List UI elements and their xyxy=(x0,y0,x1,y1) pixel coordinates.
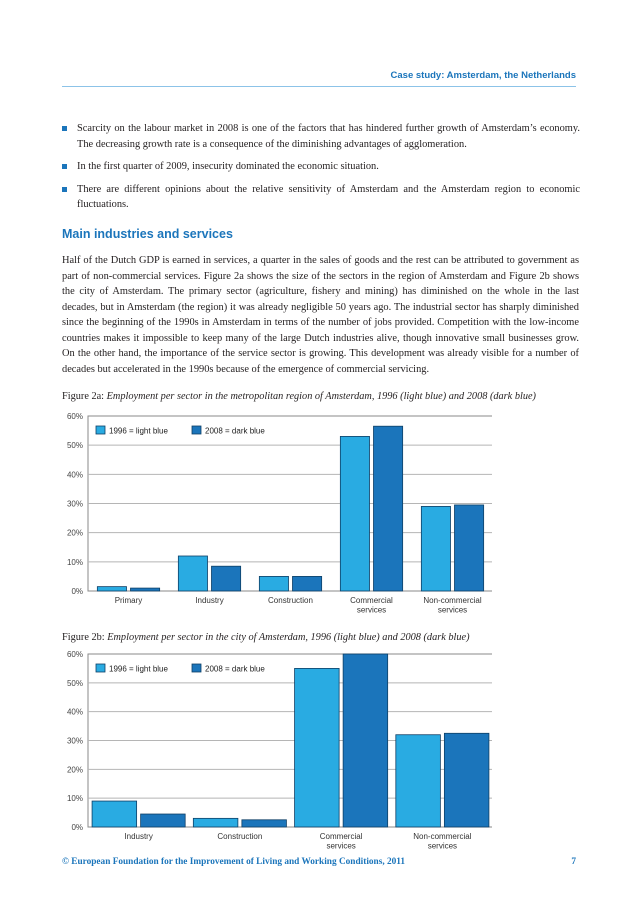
legend-label: 1996 = light blue xyxy=(109,426,168,436)
x-tick-label: services xyxy=(437,605,468,615)
y-tick-label: 20% xyxy=(66,765,83,775)
bar-2008 xyxy=(343,654,388,827)
x-tick-label: services xyxy=(356,605,387,615)
legend-label: 2008 = dark blue xyxy=(205,426,265,436)
x-tick-label: services xyxy=(427,841,458,851)
bar-2008 xyxy=(374,426,403,591)
header-rule xyxy=(62,86,576,87)
bar-2008 xyxy=(141,814,186,827)
x-tick-label: services xyxy=(326,841,356,851)
x-tick-label: Industry xyxy=(124,832,153,841)
page-footer xyxy=(62,857,576,867)
figure-2a-chart xyxy=(62,406,492,623)
x-tick-label: Non-commercial xyxy=(413,832,472,841)
figure-2a-caption xyxy=(62,391,536,402)
x-tick-label: Construction xyxy=(268,596,313,605)
y-tick-label: 40% xyxy=(66,707,83,717)
y-tick-label: 60% xyxy=(66,650,83,659)
legend-swatch xyxy=(96,426,105,434)
y-tick-label: 60% xyxy=(66,412,83,421)
page-number: 7 xyxy=(571,857,576,867)
chart-2a-svg xyxy=(62,406,492,618)
legend-label: 1996 = light blue xyxy=(109,664,168,674)
y-tick-label: 40% xyxy=(66,470,83,480)
figure-label: Figure 2a: xyxy=(62,391,105,402)
legend-swatch xyxy=(192,426,201,434)
x-tick-label: Non-commercial xyxy=(423,596,482,605)
x-tick-label: Commercial xyxy=(350,596,393,605)
figure-2b-chart xyxy=(62,647,492,858)
y-tick-label: 50% xyxy=(66,678,83,688)
body-paragraph: Half of the Dutch GDP is earned in services, a quarter in the sales of goods and the rest can be attributed to government as part of non-commercial services. Figure 2a shows the size of the sectors in the region of Amsterdam and Figure 2b shows the city of Amsterdam. The primary sector (agriculture, fishery and mining) has diminished on the whole in the last decades, but in Amsterdam (the region) it was already negligible 50 years ago. The industrial sector has sharply diminished since the beginning of the 1990s in Amsterdam in terms of the number of jobs provided. Competition with the low-income countries makes it impossible to keep many of the large Dutch industries alive, though innovative small businesses grow. On the other hand, the importance of the service sector is growing. This development was already visible for a number of decades but accelerated in the 1990s because of the emergence of commercial servicing. xyxy=(62,255,579,375)
bar-1996 xyxy=(259,576,288,591)
bullet-item: Scarcity on the labour market in 2008 is one of the factors that has hindered further growth of Amsterdam’s economy. The decreasing growth rate is a consequence of the diminishing advantages of agglomeration. xyxy=(62,121,580,152)
legend-swatch xyxy=(96,664,105,672)
x-tick-label: Industry xyxy=(195,596,224,605)
bar-2008 xyxy=(242,820,287,827)
bar-1996 xyxy=(340,436,369,591)
bar-2008 xyxy=(131,588,160,591)
chart-2b-svg xyxy=(62,647,492,853)
y-tick-label: 20% xyxy=(66,528,83,538)
bar-2008 xyxy=(444,733,489,827)
y-tick-label: 10% xyxy=(66,794,83,804)
copyright-text: © European Foundation for the Improvement of Living and Working Conditions, 2011 xyxy=(62,857,406,867)
bar-1996 xyxy=(178,556,207,591)
bullet-list xyxy=(62,121,580,220)
bullet-item: In the first quarter of 2009, insecurity dominated the economic situation. xyxy=(62,159,580,175)
x-tick-label: Commercial xyxy=(319,832,363,841)
y-tick-label: 30% xyxy=(66,499,83,509)
bullet-item: There are different opinions about the relative sensitivity of Amsterdam and the Amsterdam region to economic fluctuations. xyxy=(62,182,580,213)
y-tick-label: 0% xyxy=(71,823,83,832)
bar-1996 xyxy=(421,506,450,591)
figure-2b-caption xyxy=(62,632,470,643)
y-tick-label: 50% xyxy=(66,441,83,451)
figure-title: Employment per sector in the city of Amsterdam, 1996 (light blue) and 2008 (dark blue) xyxy=(107,632,470,643)
bar-1996 xyxy=(97,587,126,591)
legend-swatch xyxy=(192,664,201,672)
figure-title: Employment per sector in the metropolitan region of Amsterdam, 1996 (light blue) and 2008 (dark blue) xyxy=(106,391,536,402)
bar-1996 xyxy=(295,668,340,827)
bar-2008 xyxy=(455,505,484,591)
section-heading: Main industries and services xyxy=(62,227,233,241)
bar-2008 xyxy=(212,566,241,591)
bar-1996 xyxy=(396,735,441,827)
bar-1996 xyxy=(193,818,238,827)
legend-label: 2008 = dark blue xyxy=(205,664,265,674)
y-tick-label: 10% xyxy=(66,557,83,567)
bar-1996 xyxy=(92,801,137,827)
x-tick-label: Primary xyxy=(114,596,143,605)
y-tick-label: 0% xyxy=(71,587,83,596)
y-tick-label: 30% xyxy=(66,736,83,746)
running-header: Case study: Amsterdam, the Netherlands xyxy=(390,70,576,81)
bar-2008 xyxy=(293,576,322,591)
x-tick-label: Construction xyxy=(217,832,263,841)
figure-label: Figure 2b: xyxy=(62,632,105,643)
